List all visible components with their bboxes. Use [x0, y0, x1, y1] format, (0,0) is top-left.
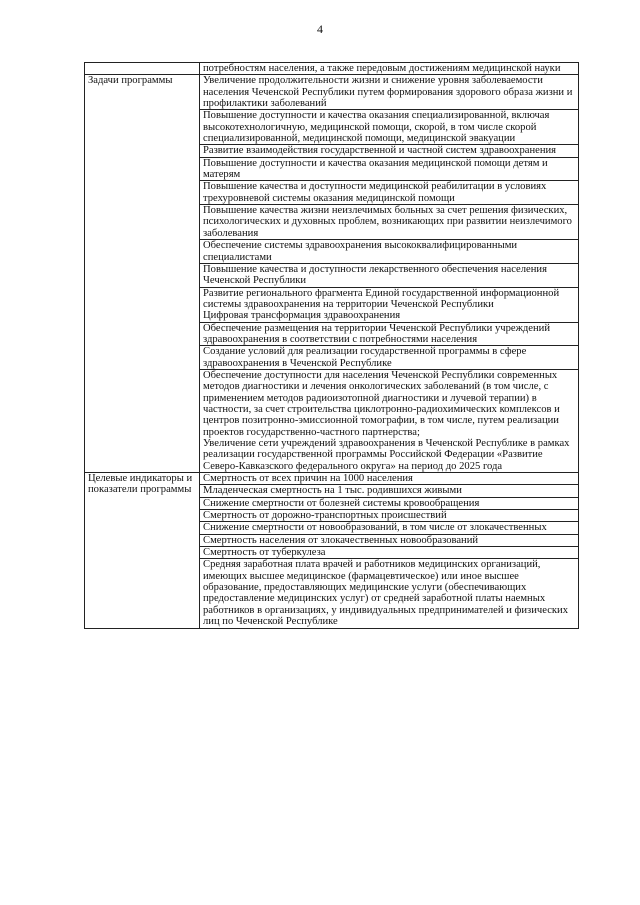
task-item: Развитие взаимодействия государственной и частной систем здравоохранения — [200, 145, 579, 157]
task-item: Повышение доступности и качества оказания специализированной, включая высокотехнологичную, медицинской помощи, скорой, в том числе скорой специализированной, медицинской помощи, медицинской эвакуации — [200, 110, 579, 145]
task-paragraph: Цифровая трансформация здравоохранения — [203, 310, 401, 322]
tasks-label: Задачи программы — [85, 75, 200, 473]
task-item: Увеличение продолжительности жизни и снижение уровня заболеваемости населения Чеченской Республики путем формирования здорового образа жизни и профилактики заболеваний — [200, 75, 579, 110]
indicator-item: Смертность от всех причин на 1000 населения — [200, 473, 579, 485]
task-item: Повышение качества и доступности лекарственного обеспечения населения Чеченской Республики — [200, 263, 579, 287]
task-paragraph: Увеличение сети учреждений здравоохранения в Чеченской Республике в рамках реализации государственной программы Российской Федерации «Развитие Северо-Кавказского федерального округа» на период до 2025 года — [203, 438, 570, 472]
task-item: Обеспечение размещения на территории Чеченской Республики учреждений здравоохранения в соответствии с потребностями населения — [200, 322, 579, 346]
indicators-label: Целевые индикаторы и показатели программы — [85, 473, 200, 628]
table-row — [85, 473, 579, 485]
indicator-item: Смертность населения от злокачественных новообразований — [200, 534, 579, 546]
task-item — [200, 369, 579, 472]
task-paragraph: Развитие регионального фрагмента Единой государственной информационной системы здравоохранения на территории Чеченской Республики — [203, 287, 560, 310]
indicator-item: Младенческая смертность на 1 тыс. родившихся живыми — [200, 485, 579, 497]
indicator-item: Снижение смертности от новообразований, в том числе от злокачественных — [200, 522, 579, 534]
empty-label-cell — [85, 63, 200, 75]
program-passport-table — [84, 62, 579, 629]
task-item — [200, 287, 579, 322]
indicator-item: Смертность от туберкулеза — [200, 547, 579, 559]
page-number: 4 — [317, 22, 323, 36]
task-item: Повышение качества жизни неизлечимых больных за счет решения физических, психологических и духовных проблем, возникающих при развитии неизлечимого заболевания — [200, 205, 579, 240]
task-item: Повышение качества и доступности медицинской реабилитации в условиях трехуровневой системы оказания медицинской помощи — [200, 181, 579, 205]
task-paragraph: Обеспечение доступности для населения Чеченской Республики современных методов диагностики и лечения онкологических заболеваний (в том числе, с применением методов радиоизотопной диагностики и лучевой терапии) в частности, за счет строительства циклотронно-радиохимических комплексов и центров позитронно-эмиссионной томографии, в том числе, путем реализации проектов государственно-частного партнерства; — [203, 369, 560, 438]
indicator-item: Средняя заработная плата врачей и работников медицинских организаций, имеющих высшее медицинское (фармацевтическое) или иное высшее образование, предоставляющих медицинские услуги (обеспечивающих предоставление медицинских услуг) от средней заработной платы наемных работников в организациях, у индивидуальных предпринимателей и физических лиц по Чеченской Республике — [200, 559, 579, 628]
indicator-item: Снижение смертности от болезней системы кровообращения — [200, 497, 579, 509]
task-item: Обеспечение системы здравоохранения высококвалифицированными специалистами — [200, 240, 579, 264]
task-item: Повышение доступности и качества оказания медицинской помощи детям и матерям — [200, 157, 579, 181]
table-cell: потребностям населения, а также передовым достижениям медицинской науки — [200, 63, 579, 75]
indicator-item: Смертность от дорожно-транспортных происшествий — [200, 510, 579, 522]
table-row — [85, 63, 579, 75]
table-row — [85, 75, 579, 110]
task-item: Создание условий для реализации государственной программы в сфере здравоохранения в Чеченской Республике — [200, 346, 579, 370]
